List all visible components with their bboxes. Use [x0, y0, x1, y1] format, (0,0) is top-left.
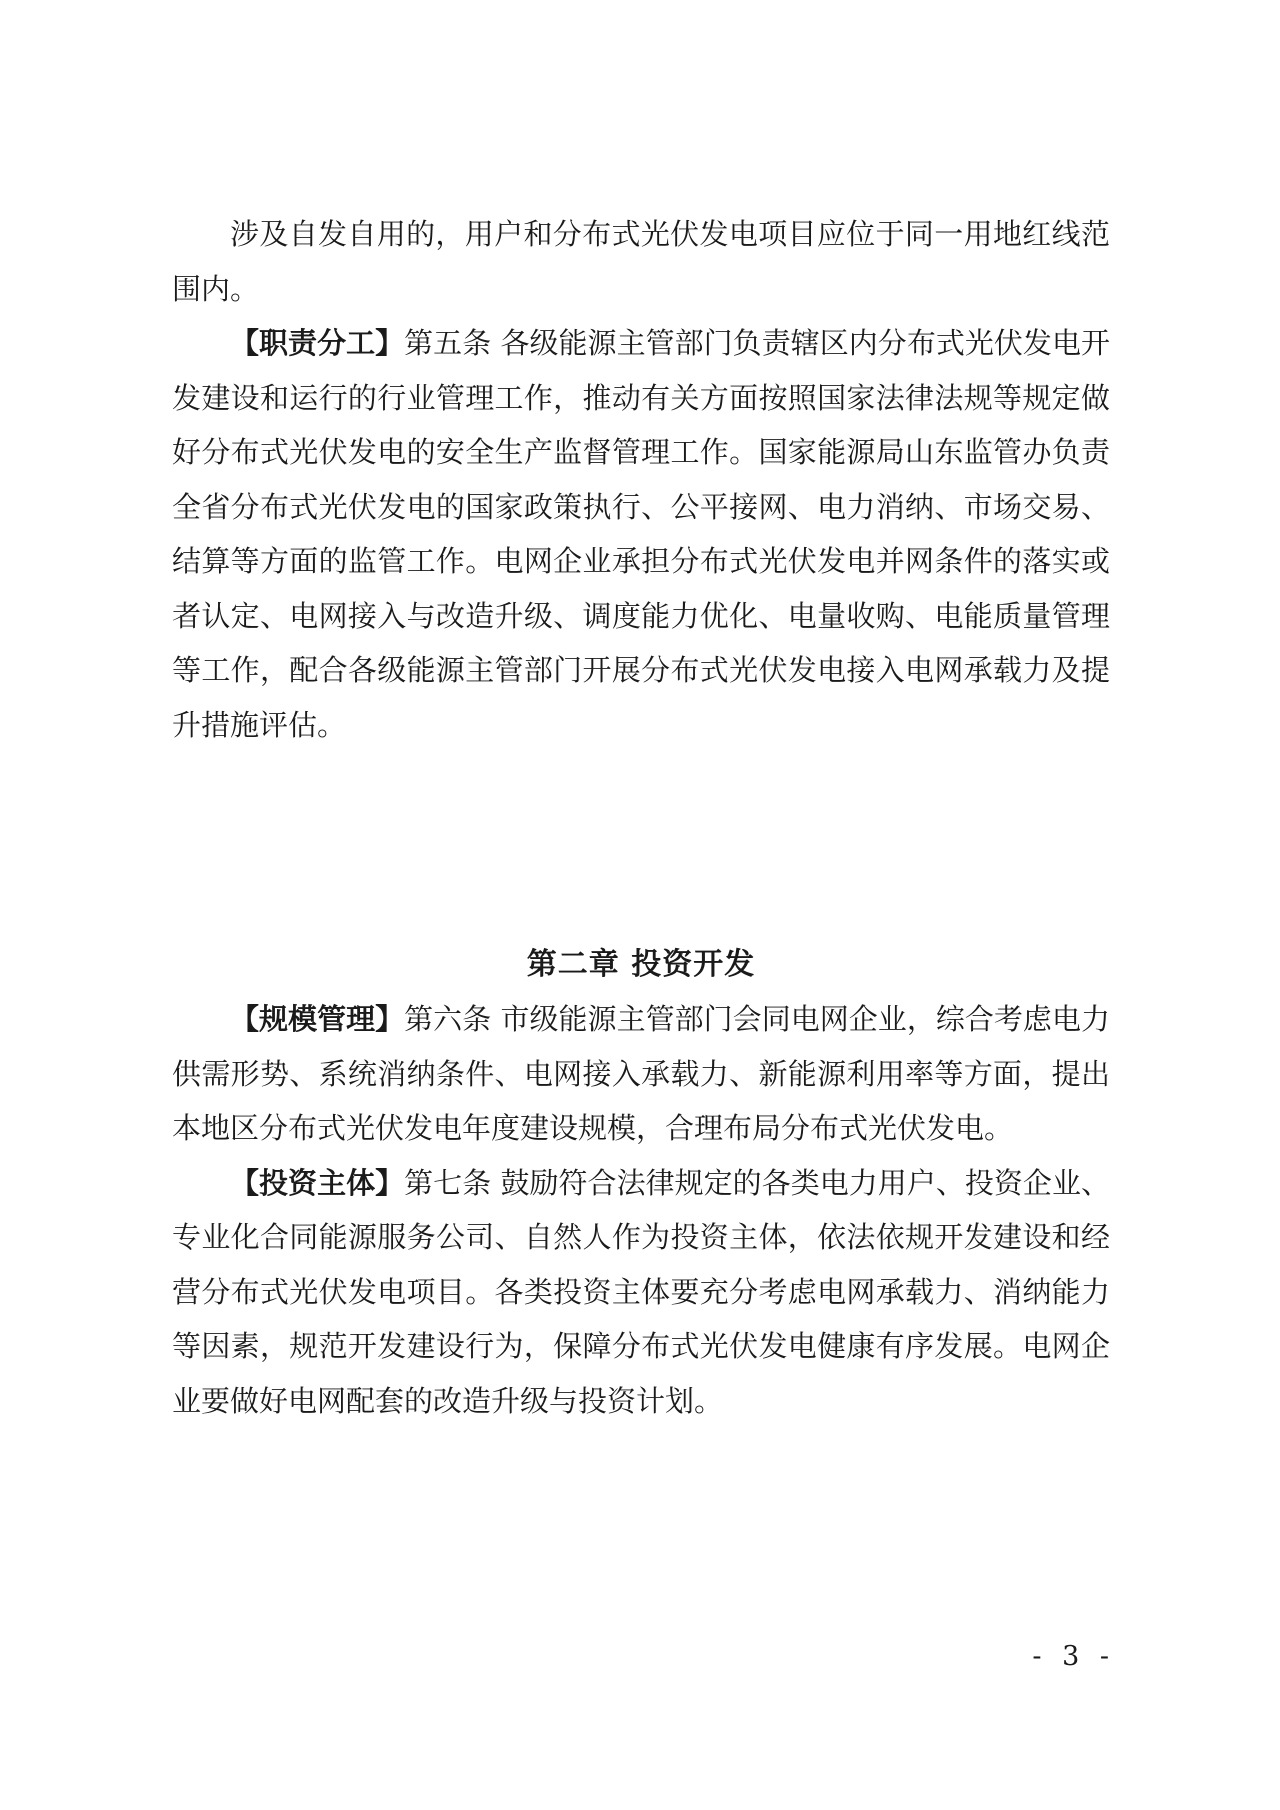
paragraph-text: 涉及自发自用的，用户和分布式光伏发电项目应位于同一用地红线范围内。 [172, 217, 1110, 306]
paragraph-text: 第七条 鼓励符合法律规定的各类电力用户、投资企业、专业化合同能源服务公司、自然人作为投资主体，依法依规开发建设和经营分布式光伏发电项目。各类投资主体要充分考虑电网承载力、消纳能力等因素，规范开发建设行为，保障分布式光伏发电健康有序发展。电网企业要做好电网配套的改造升级与投资计划。 [172, 1165, 1110, 1418]
paragraph-text: 第五条 各级能源主管部门负责辖区内分布式光伏发电开发建设和运行的行业管理工作，推动有关方面按照国家法律法规等规定做好分布式光伏发电的安全生产监督管理工作。国家能源局山东监管办负责全省分布式光伏发电的国家政策执行、公平接网、电力消纳、市场交易、结算等方面的监管工作。电网企业承担分布式光伏发电并网条件的落实或者认定、电网接入与改造升级、调度能力优化、电量收购、电能质量管理等工作，配合各级能源主管部门开展分布式光伏发电接入电网承载力及提升措施评估。 [172, 326, 1110, 742]
paragraph-heading: 【规模管理】 [230, 1002, 405, 1036]
paragraph-heading: 【投资主体】 [230, 1165, 405, 1200]
page-number: - 3 - [1032, 1641, 1115, 1672]
section-2 [172, 992, 1110, 1428]
paragraph-continuation [172, 207, 1110, 316]
paragraph-article-7 [172, 1156, 1110, 1429]
section-1 [172, 207, 1110, 752]
chapter-title: 第二章 投资开发 [526, 947, 756, 982]
paragraph-text: 第六条 市级能源主管部门会同电网企业，综合考虑电力供需形势、系统消纳条件、电网接入承载力、新能源利用率等方面，提出本地区分布式光伏发电年度建设规模，合理布局分布式光伏发电。 [172, 1002, 1110, 1145]
paragraph-article-5 [172, 316, 1110, 752]
paragraph-heading: 【职责分工】 [230, 326, 405, 360]
paragraph-article-6 [172, 992, 1110, 1156]
